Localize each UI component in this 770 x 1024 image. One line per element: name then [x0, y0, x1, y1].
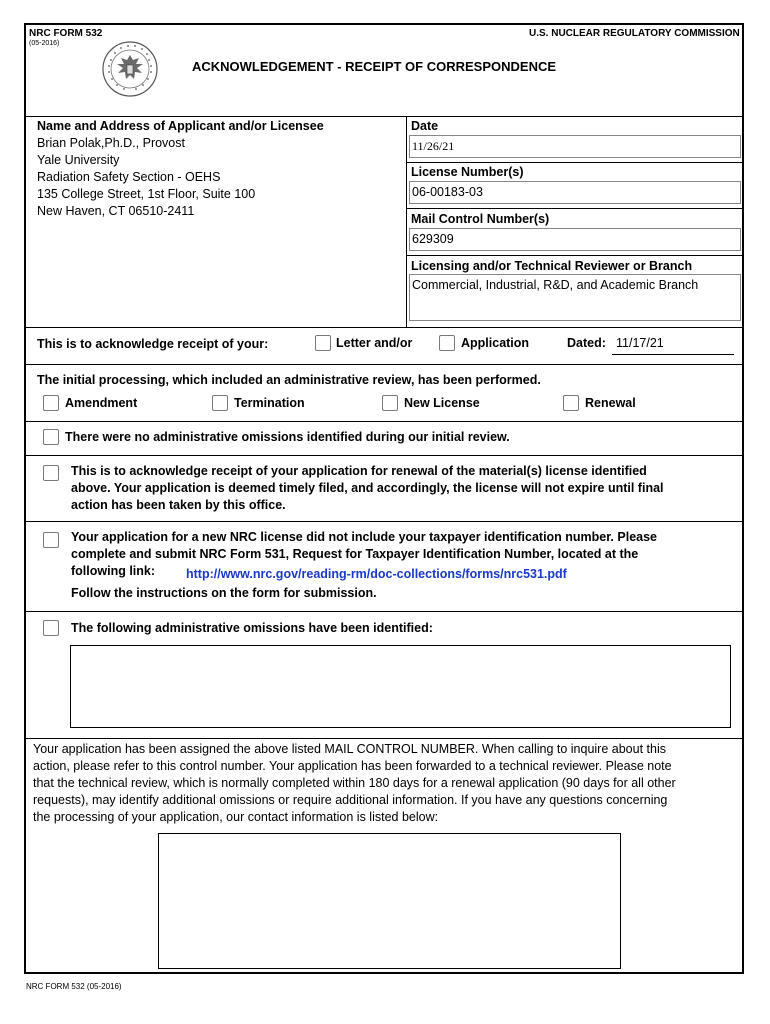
- application-label: Application: [461, 336, 530, 350]
- amendment-label: Amendment: [65, 396, 138, 410]
- omissions-textarea[interactable]: [70, 645, 731, 728]
- info-paragraph: Your application has been assigned the above listed MAIL CONTROL NUMBER. When calling to inquire about this action, please refer to this control number. Your application has been forwarded to a technical reviewer. Please note that the technical review, which is normally completed within 180 days for a renewal application (90 days for all other requests), may identify additional omissions or require additional information. If you have any questions concerning the processing of your application, our contact information is listed below:: [33, 742, 676, 824]
- renewal-checkbox[interactable]: [563, 395, 579, 411]
- divider: [406, 116, 407, 327]
- reviewer-label: Licensing and/or Technical Reviewer or Branch: [411, 259, 693, 273]
- omissions-label: The following administrative omissions have been identified:: [71, 621, 433, 635]
- divider: [406, 162, 744, 163]
- agency-name: U.S. NUCLEAR REGULATORY COMMISSION: [529, 28, 740, 39]
- applicant-line: Brian Polak,Ph.D., Provost: [37, 136, 185, 150]
- termination-label: Termination: [234, 396, 305, 410]
- divider: [24, 421, 744, 422]
- divider: [24, 521, 744, 522]
- divider: [24, 327, 744, 328]
- applicant-line: Radiation Safety Section - OEHS: [37, 170, 221, 184]
- renewal-ack-checkbox[interactable]: [43, 465, 59, 481]
- letter-label: Letter and/or: [336, 336, 413, 350]
- divider: [24, 455, 744, 456]
- renewal-ack-text: This is to acknowledge receipt of your application for renewal of the material(s) license identified above. Your application is deemed timely filed, and accordingly, the license will not expire until final action has been taken by this office.: [71, 464, 664, 512]
- new-license-label: New License: [404, 396, 480, 410]
- renewal-label: Renewal: [585, 396, 636, 410]
- applicant-line: New Haven, CT 06510-2411: [37, 204, 195, 218]
- acknowledge-label: This is to acknowledge receipt of your:: [37, 337, 269, 351]
- license-number-field[interactable]: 06-00183-03: [409, 181, 741, 204]
- page-title: ACKNOWLEDGEMENT - RECEIPT OF CORRESPONDENCE: [192, 59, 557, 74]
- mail-control-label: Mail Control Number(s): [411, 212, 550, 226]
- letter-checkbox[interactable]: [315, 335, 331, 351]
- no-omissions-checkbox[interactable]: [43, 429, 59, 445]
- new-license-checkbox[interactable]: [382, 395, 398, 411]
- mail-control-field[interactable]: 629309: [409, 228, 741, 251]
- taxpayer-checkbox[interactable]: [43, 532, 59, 548]
- dated-label: Dated:: [567, 336, 606, 350]
- license-label: License Number(s): [411, 165, 524, 179]
- amendment-checkbox[interactable]: [43, 395, 59, 411]
- nrc-seal-icon: [101, 40, 159, 98]
- dated-underline: [612, 354, 734, 355]
- divider: [406, 208, 744, 209]
- reviewer-field[interactable]: Commercial, Industrial, R&D, and Academic Branch: [409, 274, 741, 321]
- applicant-line: 135 College Street, 1st Floor, Suite 100: [37, 187, 256, 201]
- form-531-link[interactable]: http://www.nrc.gov/reading-rm/doc-collections/forms/nrc531.pdf: [186, 567, 567, 581]
- application-checkbox[interactable]: [439, 335, 455, 351]
- termination-checkbox[interactable]: [212, 395, 228, 411]
- applicant-label: Name and Address of Applicant and/or Licensee: [37, 119, 324, 133]
- applicant-line: Yale University: [37, 153, 120, 167]
- date-label: Date: [411, 119, 439, 133]
- divider: [406, 255, 744, 256]
- footer-form-id: NRC FORM 532 (05-2016): [26, 982, 122, 991]
- date-field[interactable]: 11/26/21: [409, 135, 741, 158]
- form-date: (05-2016): [29, 40, 60, 47]
- omissions-checkbox[interactable]: [43, 620, 59, 636]
- taxpayer-text: Your application for a new NRC license did not include your taxpayer identification number. Please complete and submit NRC Form 531, Request for Taxpayer Identification Number, located at the following link: http://www.nrc.gov/reading-rm/doc-collections/forms/nrc531.pdf Follow the instructions on the form for submission.: [71, 530, 657, 600]
- divider: [24, 738, 744, 739]
- no-omissions-label: There were no administrative omissions identified during our initial review.: [65, 430, 510, 444]
- dated-field[interactable]: 11/17/21: [616, 336, 664, 350]
- divider: [24, 364, 744, 365]
- divider: [24, 611, 744, 612]
- contact-info-box[interactable]: [158, 833, 621, 969]
- divider: [24, 116, 744, 117]
- processing-label: The initial processing, which included an administrative review, has been performed.: [37, 373, 541, 387]
- form-id: NRC FORM 532: [29, 28, 103, 39]
